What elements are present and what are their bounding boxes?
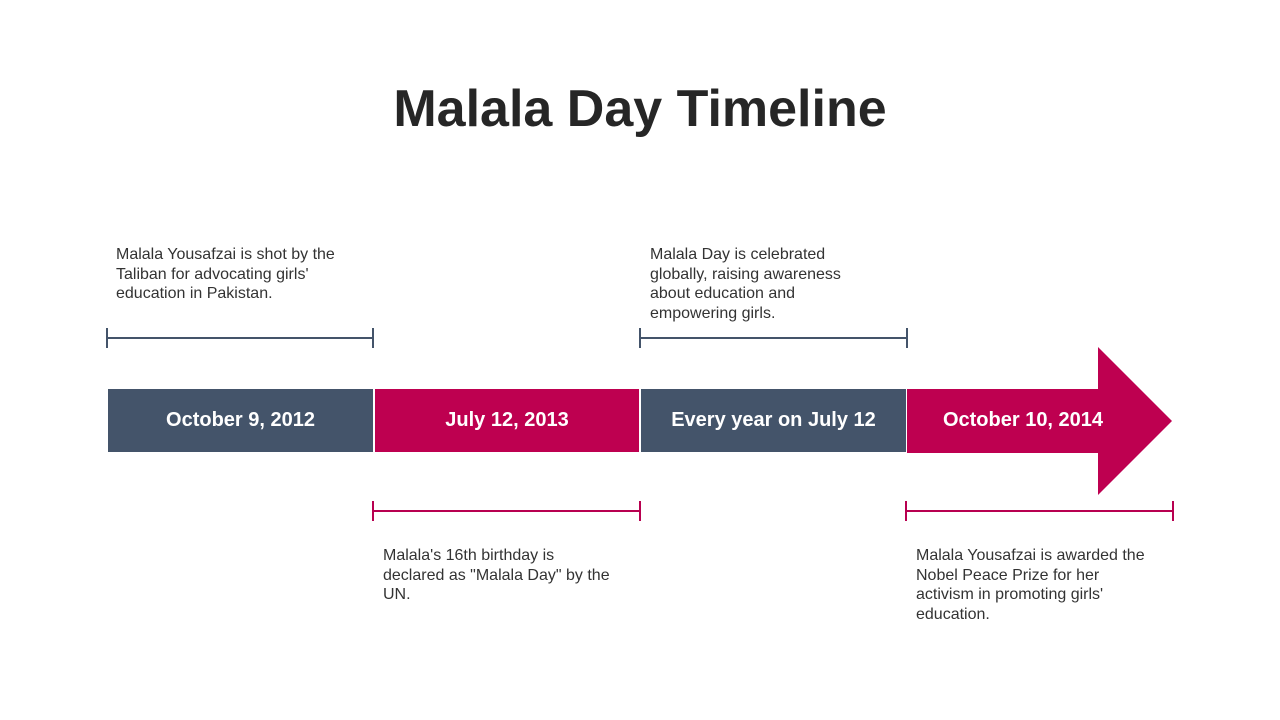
event-4-date: October 10, 2014 bbox=[942, 409, 1104, 431]
event-1-bracket bbox=[106, 328, 374, 348]
event-3-date: Every year on July 12 bbox=[671, 409, 876, 431]
event-1-description: Malala Yousafzai is shot by the Taliban for advocating girls' education in Pakistan. bbox=[116, 246, 335, 302]
event-2-description: Malala's 16th birthday is declared as "Malala Day" by the UN. bbox=[383, 547, 610, 603]
event-3-date-bar bbox=[641, 389, 906, 452]
page-title: Malala Day Timeline bbox=[393, 80, 887, 138]
event-3-bracket bbox=[639, 328, 908, 348]
event-2-bracket bbox=[372, 501, 641, 521]
event-2-date-bar bbox=[375, 389, 639, 452]
event-3-description: Malala Day is celebrated globally, raising awareness about education and empowering girls. bbox=[650, 246, 841, 322]
event-4-date-bar bbox=[907, 389, 1139, 452]
event-1-date: October 9, 2012 bbox=[166, 409, 315, 431]
event-4-description: Malala Yousafzai is awarded the Nobel Peace Prize for her activism in promoting girls' education. bbox=[916, 547, 1145, 623]
event-1-date-bar bbox=[108, 389, 373, 452]
event-2-date: July 12, 2013 bbox=[445, 409, 569, 431]
event-4-bracket bbox=[905, 501, 1174, 521]
